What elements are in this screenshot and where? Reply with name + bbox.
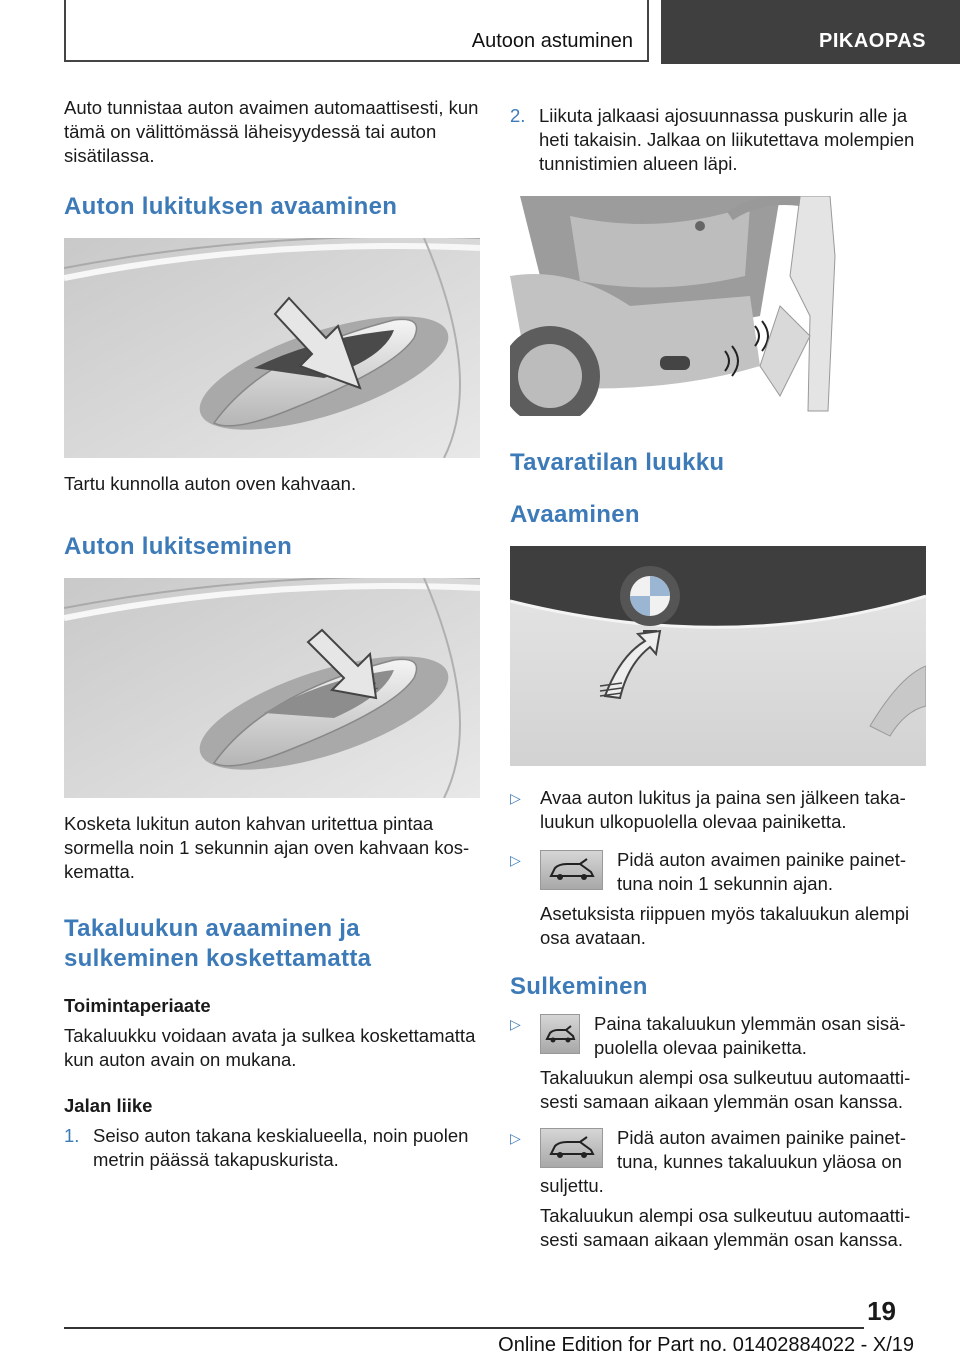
door-handle-unlock-figure xyxy=(64,238,480,458)
bullet-3-text: Paina takaluukun ylemmän osan sisäpuolella olevaa painiketta. xyxy=(594,1013,906,1058)
step-1 xyxy=(64,1124,482,1172)
footer-divider xyxy=(64,1327,864,1329)
step-2 xyxy=(510,104,928,176)
lock-heading: Auton lukitseminen xyxy=(64,533,293,560)
brand-logo-icon xyxy=(620,566,680,626)
bullet-3-marker-icon: ▷ xyxy=(510,1016,521,1032)
intro-text: Auto tunnistaa auton avaimen automaattisesti, kun tämä on välittömässä läheisyydessä tai auton sisätilassa. xyxy=(64,97,479,166)
foot-heading: Jalan liike xyxy=(64,1095,153,1116)
bullet-3 xyxy=(510,1012,928,1114)
bullet-4-note: Takaluukun alempi osa sulkeutuu automaattisesti samaan aikaan ylemmän osan kanssa. xyxy=(540,1205,911,1250)
car-key-tailgate-icon xyxy=(540,850,603,890)
bullet-3-note: Takaluukun alempi osa sulkeutuu automaattisesti samaan aikaan ylemmän osan kanssa. xyxy=(540,1067,911,1112)
car-key-tailgate-icon xyxy=(540,1128,603,1168)
bullet-1-marker-icon: ▷ xyxy=(510,790,521,806)
page-number: 19 xyxy=(867,1296,896,1326)
hands-free-heading: Takaluukun avaaminen ja sulkeminen koskettamatta xyxy=(64,915,372,972)
principle-text: Takaluukku voidaan avata ja sulkea koskettamatta kun auton avain on mukana. xyxy=(64,1025,476,1070)
step-2-number: 2. xyxy=(510,105,526,126)
unlock-heading: Auton lukituksen avaaminen xyxy=(64,193,398,220)
bullet-1 xyxy=(510,786,928,834)
header-tag: PIKAOPAS xyxy=(819,30,926,52)
unlock-caption: Tartu kunnolla auton oven kahvaan. xyxy=(64,473,357,494)
bullet-1-text: Avaa auton lukitus ja paina sen jälkeen takaluukun ulkopuolella olevaa painiketta. xyxy=(540,787,906,832)
step-1-number: 1. xyxy=(64,1125,80,1146)
tailgate-button-figure xyxy=(510,546,926,766)
bullet-4-text: Pidä auton avaimen painike painettuna, kunnes takaluukun yläosa on suljettu. xyxy=(540,1127,907,1196)
tailgate-close-button-icon xyxy=(540,1014,580,1054)
principle-heading: Toimintaperiaate xyxy=(64,995,211,1016)
step-1-text: Seiso auton takana keskialueella, noin puolen metrin päässä takapuskurista. xyxy=(93,1125,469,1170)
step-2-text: Liikuta jalkaasi ajosuunnassa puskurin alle ja heti takaisin. Jalkaa on liikutettava molempien tunnistimien alueen läpi. xyxy=(539,105,915,174)
bullet-2 xyxy=(510,848,928,950)
closing-heading: Sulkeminen xyxy=(510,973,648,1000)
bullet-2-text: Pidä auton avaimen painike painettuna noin 1 sekunnin ajan. xyxy=(617,849,907,894)
tailgate-heading: Tavaratilan luukku xyxy=(510,449,725,476)
bullet-4 xyxy=(510,1126,928,1252)
header-tag-box xyxy=(661,0,960,64)
opening-heading: Avaaminen xyxy=(510,501,640,528)
left-column xyxy=(64,96,482,1172)
lock-caption: Kosketa lukitun auton kahvan uritettua pintaa sormella noin 1 sekunnin ajan oven kahvaan koskematta. xyxy=(64,813,470,882)
bullet-4-marker-icon: ▷ xyxy=(510,1130,521,1146)
bullet-2-marker-icon: ▷ xyxy=(510,852,521,868)
header-section-title: Autoon astuminen xyxy=(471,30,633,52)
header-section-box xyxy=(64,0,649,62)
foot-movement-figure xyxy=(510,196,846,416)
bullet-2-note: Asetuksista riippuen myös takaluukun alempi osa avataan. xyxy=(540,903,910,948)
door-handle-lock-figure xyxy=(64,578,480,798)
footer-edition: Online Edition for Part no. 01402884022 - X/19 xyxy=(498,1334,914,1356)
right-column xyxy=(510,104,928,1252)
